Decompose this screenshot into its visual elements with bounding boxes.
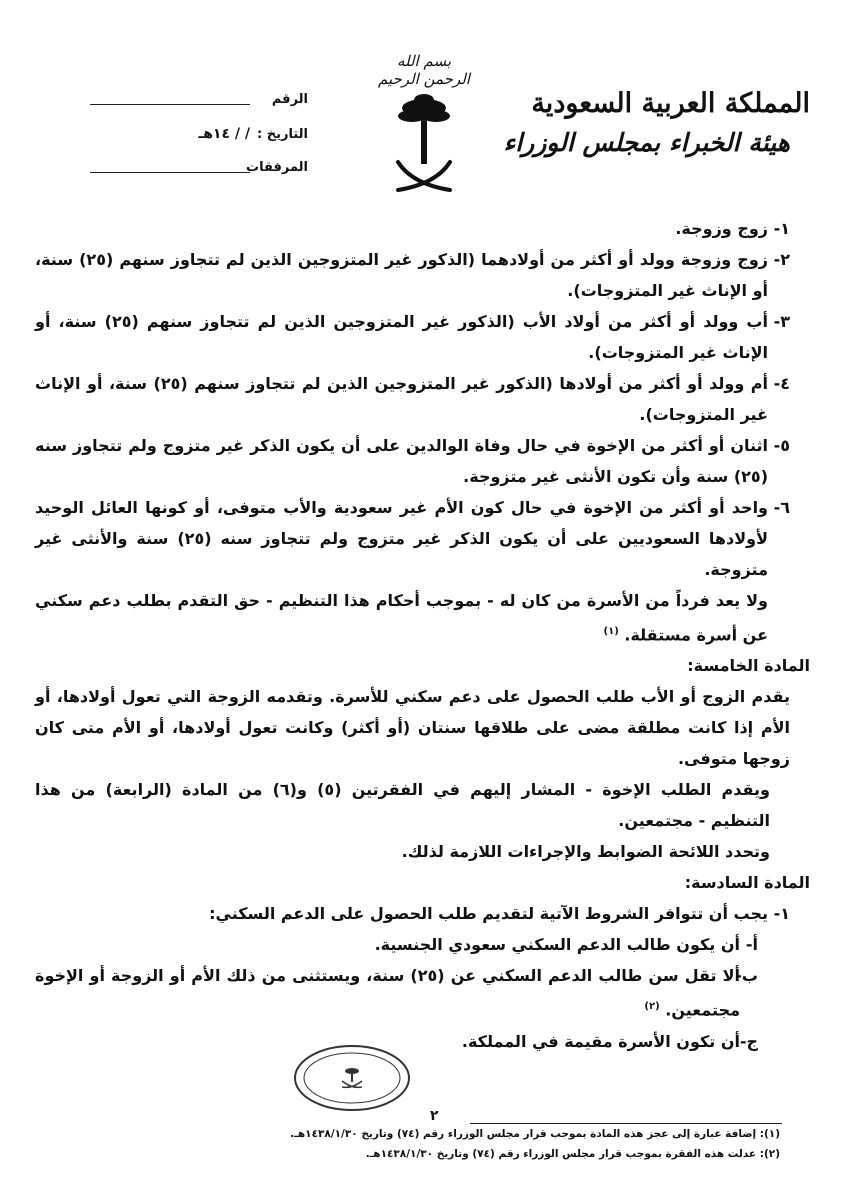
item-number: ٤- bbox=[773, 374, 790, 393]
item-text: زوج وزوجة. bbox=[675, 219, 768, 238]
item-number: ١- bbox=[773, 219, 790, 238]
footnote-2: (٢): عدلت هذه الفقرة بموجب قرار مجلس الوزراء رقم (٧٤) وتاريخ ١٤٣٨/١/٣٠هـ. bbox=[365, 1148, 780, 1160]
date-label: التاريخ : bbox=[257, 127, 308, 142]
article5-paragraph: يقدم الزوج أو الأب طلب الحصول على دعم سكني للأسرة. وتقدمه الزوجة التي تعول أولادها، أو الأم إذا كانت مطلقة مضى على طلاقها سنتان (أو أكثر) وكانت تعول أولادها، أو الأم متى كان زوجها متوفى. bbox=[35, 687, 790, 769]
article5-heading: المادة الخامسة: bbox=[687, 656, 810, 676]
item-number: ٣- bbox=[773, 312, 790, 331]
date-field bbox=[78, 126, 308, 142]
reference-line bbox=[90, 94, 250, 105]
item-text: أم وولد أو أكثر من أولادها (الذكور غير المتزوجين الذين لم تتجاوز سنهم (٢٥) سنة، أو الإناث غير المتزوجات). bbox=[35, 374, 768, 424]
saudi-emblem-icon bbox=[392, 92, 456, 202]
item-text: زوج وزوجة وولد أو أكثر من أولادهما (الذكور غير المتزوجين الذين لم تتجاوز سنهم (٢٥) سنة، أو الإناث غير المتزوجات). bbox=[35, 250, 768, 300]
list-item bbox=[35, 244, 810, 306]
item-number: ٢- bbox=[773, 250, 790, 269]
footnote-1: (١): إضافة عبارة إلى عجز هذه المادة بموجب قرار مجلس الوزراء رقم (٧٤) وتاريخ ١٤٣٨/١/٣٠هـ. bbox=[290, 1128, 780, 1140]
sub-item-text: أن يكون طالب الدعم السكني سعودي الجنسية. bbox=[374, 935, 740, 955]
closing-text: ولا يعد فرداً من الأسرة من كان له - بموجب أحكام هذا التنظيم - حق التقدم بطلب دعم سكني عن أسرة مستقلة. bbox=[35, 591, 768, 645]
date-value: / / ١٤هـ bbox=[198, 126, 250, 142]
item-number: ١- bbox=[773, 904, 790, 924]
sub-item-text: ألا تقل سن طالب الدعم السكني عن (٢٥) سنة، ويستثنى من ذلك الأم أو الزوجة أو الإخوة مجتمعين. bbox=[35, 966, 741, 1020]
sub-item bbox=[35, 929, 810, 960]
list-item bbox=[35, 492, 810, 585]
sub-item-letter: ب- bbox=[735, 966, 758, 986]
item-number: ٥- bbox=[773, 436, 790, 455]
list-item bbox=[35, 430, 810, 492]
item-text: يجب أن تتوافر الشروط الآتية لتقديم طلب الحصول على الدعم السكني: bbox=[209, 904, 768, 924]
list-item bbox=[35, 898, 810, 929]
official-stamp bbox=[292, 1043, 412, 1113]
item-number: ٦- bbox=[773, 498, 790, 517]
item-text: أب وولد أو أكثر من أولاد الأب (الذكور غير المتزوجين الذين لم تتجاوز سنهم (٢٥) سنة، أو الإناث غير المتزوجات). bbox=[35, 312, 768, 362]
sub-item bbox=[35, 960, 810, 1025]
item-text: اثنان أو أكثر من الإخوة في حال وفاة الوالدين على أن يكون الذكر غير متزوج ولم تتجاوز سنه (٢٥) سنة وأن تكون الأنثى غير متزوجة. bbox=[35, 436, 768, 486]
sub-item-letter: أ- bbox=[745, 935, 758, 955]
basmala: بسم الله الرحمن الرحيم bbox=[378, 52, 470, 88]
sub-item-letter: ج- bbox=[739, 1031, 758, 1051]
footnote-divider bbox=[470, 1123, 782, 1124]
bureau-title: هيئة الخبراء بمجلس الوزراء bbox=[503, 128, 790, 157]
reference-label: الرقم bbox=[271, 92, 308, 107]
page-number: ٢ bbox=[430, 1108, 439, 1124]
article5-paragraph: ويقدم الطلب الإخوة - المشار إليهم في الفقرتين (٥) و(٦) من المادة (الرابعة) من هذا التنظيم - مجتمعين. bbox=[35, 780, 770, 831]
document-body bbox=[35, 213, 810, 1057]
list-item bbox=[35, 306, 810, 368]
sub-item bbox=[35, 1026, 810, 1057]
attachments-label: المرفقات bbox=[246, 160, 308, 175]
closing-paragraph bbox=[35, 585, 810, 650]
footnote-ref: (٢) bbox=[644, 1001, 660, 1013]
list-item bbox=[35, 368, 810, 430]
attachments-field bbox=[78, 160, 308, 175]
kingdom-title: المملكة العربية السعودية bbox=[531, 88, 810, 119]
attachments-line bbox=[90, 162, 250, 173]
article5-paragraph: وتحدد اللائحة الضوابط والإجراءات اللازمة لذلك. bbox=[401, 842, 770, 862]
sub-item-text: أن تكون الأسرة مقيمة في المملكة. bbox=[461, 1031, 740, 1051]
reference-field bbox=[78, 92, 308, 107]
footnote-ref: (١) bbox=[603, 626, 619, 637]
list-item bbox=[35, 213, 810, 244]
item-text: واحد أو أكثر من الإخوة في حال كون الأم غير سعودية والأب متوفى، أو كونها العائل الوحيد لأولادها السعوديين على أن يكون الذكر غير متزوج ولم تتجاوز سنه (٢٥) سنة والأنثى غير متزوجة. bbox=[35, 498, 768, 579]
article6-heading: المادة السادسة: bbox=[684, 873, 810, 893]
